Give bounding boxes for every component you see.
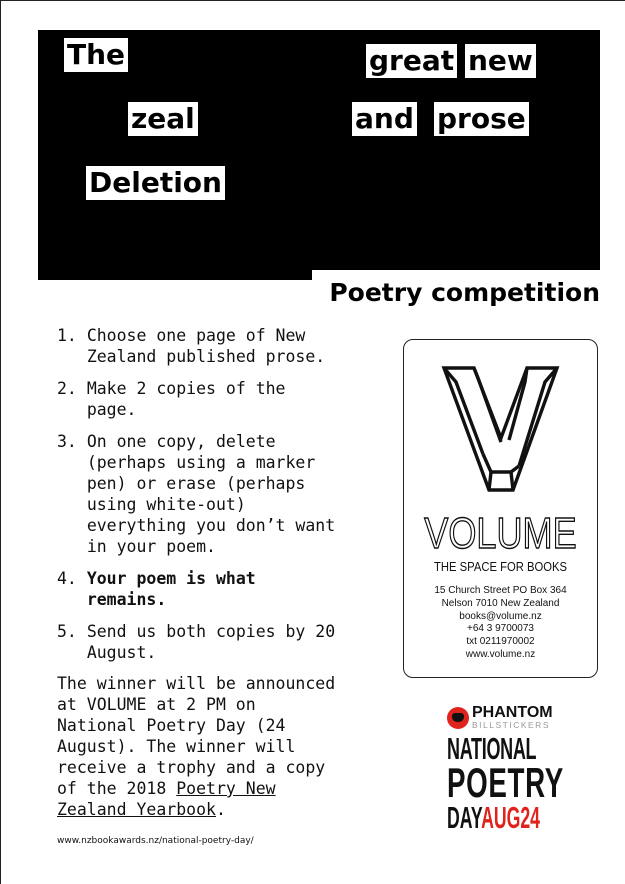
banner-word-the: The: [64, 38, 128, 72]
volume-txt: txt 0211970002: [466, 636, 535, 648]
volume-wordmark: VOLUME: [424, 509, 577, 558]
national-poetry-day-logo: [447, 733, 562, 833]
npd-line-day: [447, 800, 540, 835]
banner-word-new: new: [465, 44, 536, 78]
banner-word-and: and: [352, 102, 417, 136]
step-number: 2.: [57, 379, 77, 398]
banner-word-prose: prose: [434, 102, 529, 136]
instructions-list: [57, 325, 377, 674]
announcement-text: The winner will be announced at VOLUME at 2 PM on National Poetry Day (24 August). The winner will receive a trophy and a copy of the 2018: [57, 674, 336, 798]
volume-address-line1: 15 Church Street PO Box 364: [434, 585, 567, 596]
step-number: 5.: [57, 622, 77, 641]
volume-card: [403, 339, 598, 678]
step-number: 3.: [57, 432, 77, 451]
volume-web[interactable]: www.volume.nz: [465, 648, 536, 660]
volume-email[interactable]: books@volume.nz: [459, 610, 542, 622]
banner-word-great: great: [366, 44, 457, 78]
volume-contact: [404, 585, 597, 662]
instruction-step: [57, 621, 377, 663]
npd-day: DAY: [447, 800, 482, 835]
volume-tagline: THE SPACE FOR BOOKS: [434, 560, 567, 574]
instruction-step: [57, 378, 377, 420]
instruction-step: [57, 325, 377, 367]
npd-line-national: NATIONAL: [447, 731, 537, 766]
page-border-left: [0, 0, 1, 884]
banner-word-zeal: zeal: [128, 102, 198, 136]
volume-v-logo-icon: [441, 364, 561, 504]
page-border-top: [0, 0, 625, 1]
step-text: Send us both copies by 20 August.: [86, 622, 336, 662]
npd-date: AUG24: [481, 800, 540, 835]
footer-url[interactable]: www.nzbookawards.nz/national-poetry-day/: [57, 836, 254, 846]
yearbook-title: Poetry New Zealand Yearbook: [57, 779, 276, 819]
phantom-sub: BILLSTICKERS: [472, 720, 550, 730]
volume-phone: +64 3 9700073: [466, 623, 534, 635]
instruction-step: [57, 568, 377, 610]
npd-line-poetry: POETRY: [447, 759, 564, 806]
phantom-logo: [447, 705, 562, 731]
step-text: Make 2 copies of the page.: [86, 379, 286, 419]
phantom-mask-icon: [447, 707, 469, 729]
announcement-end: .: [215, 800, 226, 819]
instruction-step: [57, 431, 377, 557]
redaction-banner: [38, 30, 600, 280]
banner-word-deletion: Deletion: [86, 166, 225, 200]
phantom-name: PHANTOM: [472, 704, 553, 721]
step-text-emphasis: Your poem is what remains.: [86, 569, 256, 609]
step-text: Choose one page of New Zealand published prose.: [86, 326, 326, 366]
step-number: 4.: [57, 569, 77, 588]
step-number: 1.: [57, 326, 77, 345]
winner-announcement: [57, 673, 377, 820]
volume-address-line2: Nelson 7010 New Zealand: [441, 597, 560, 609]
competition-title: Poetry competition: [329, 278, 600, 307]
step-text: On one copy, delete (perhaps using a marker pen) or erase (perhaps using white-out) everything you don’t want in your poem.: [86, 432, 336, 556]
